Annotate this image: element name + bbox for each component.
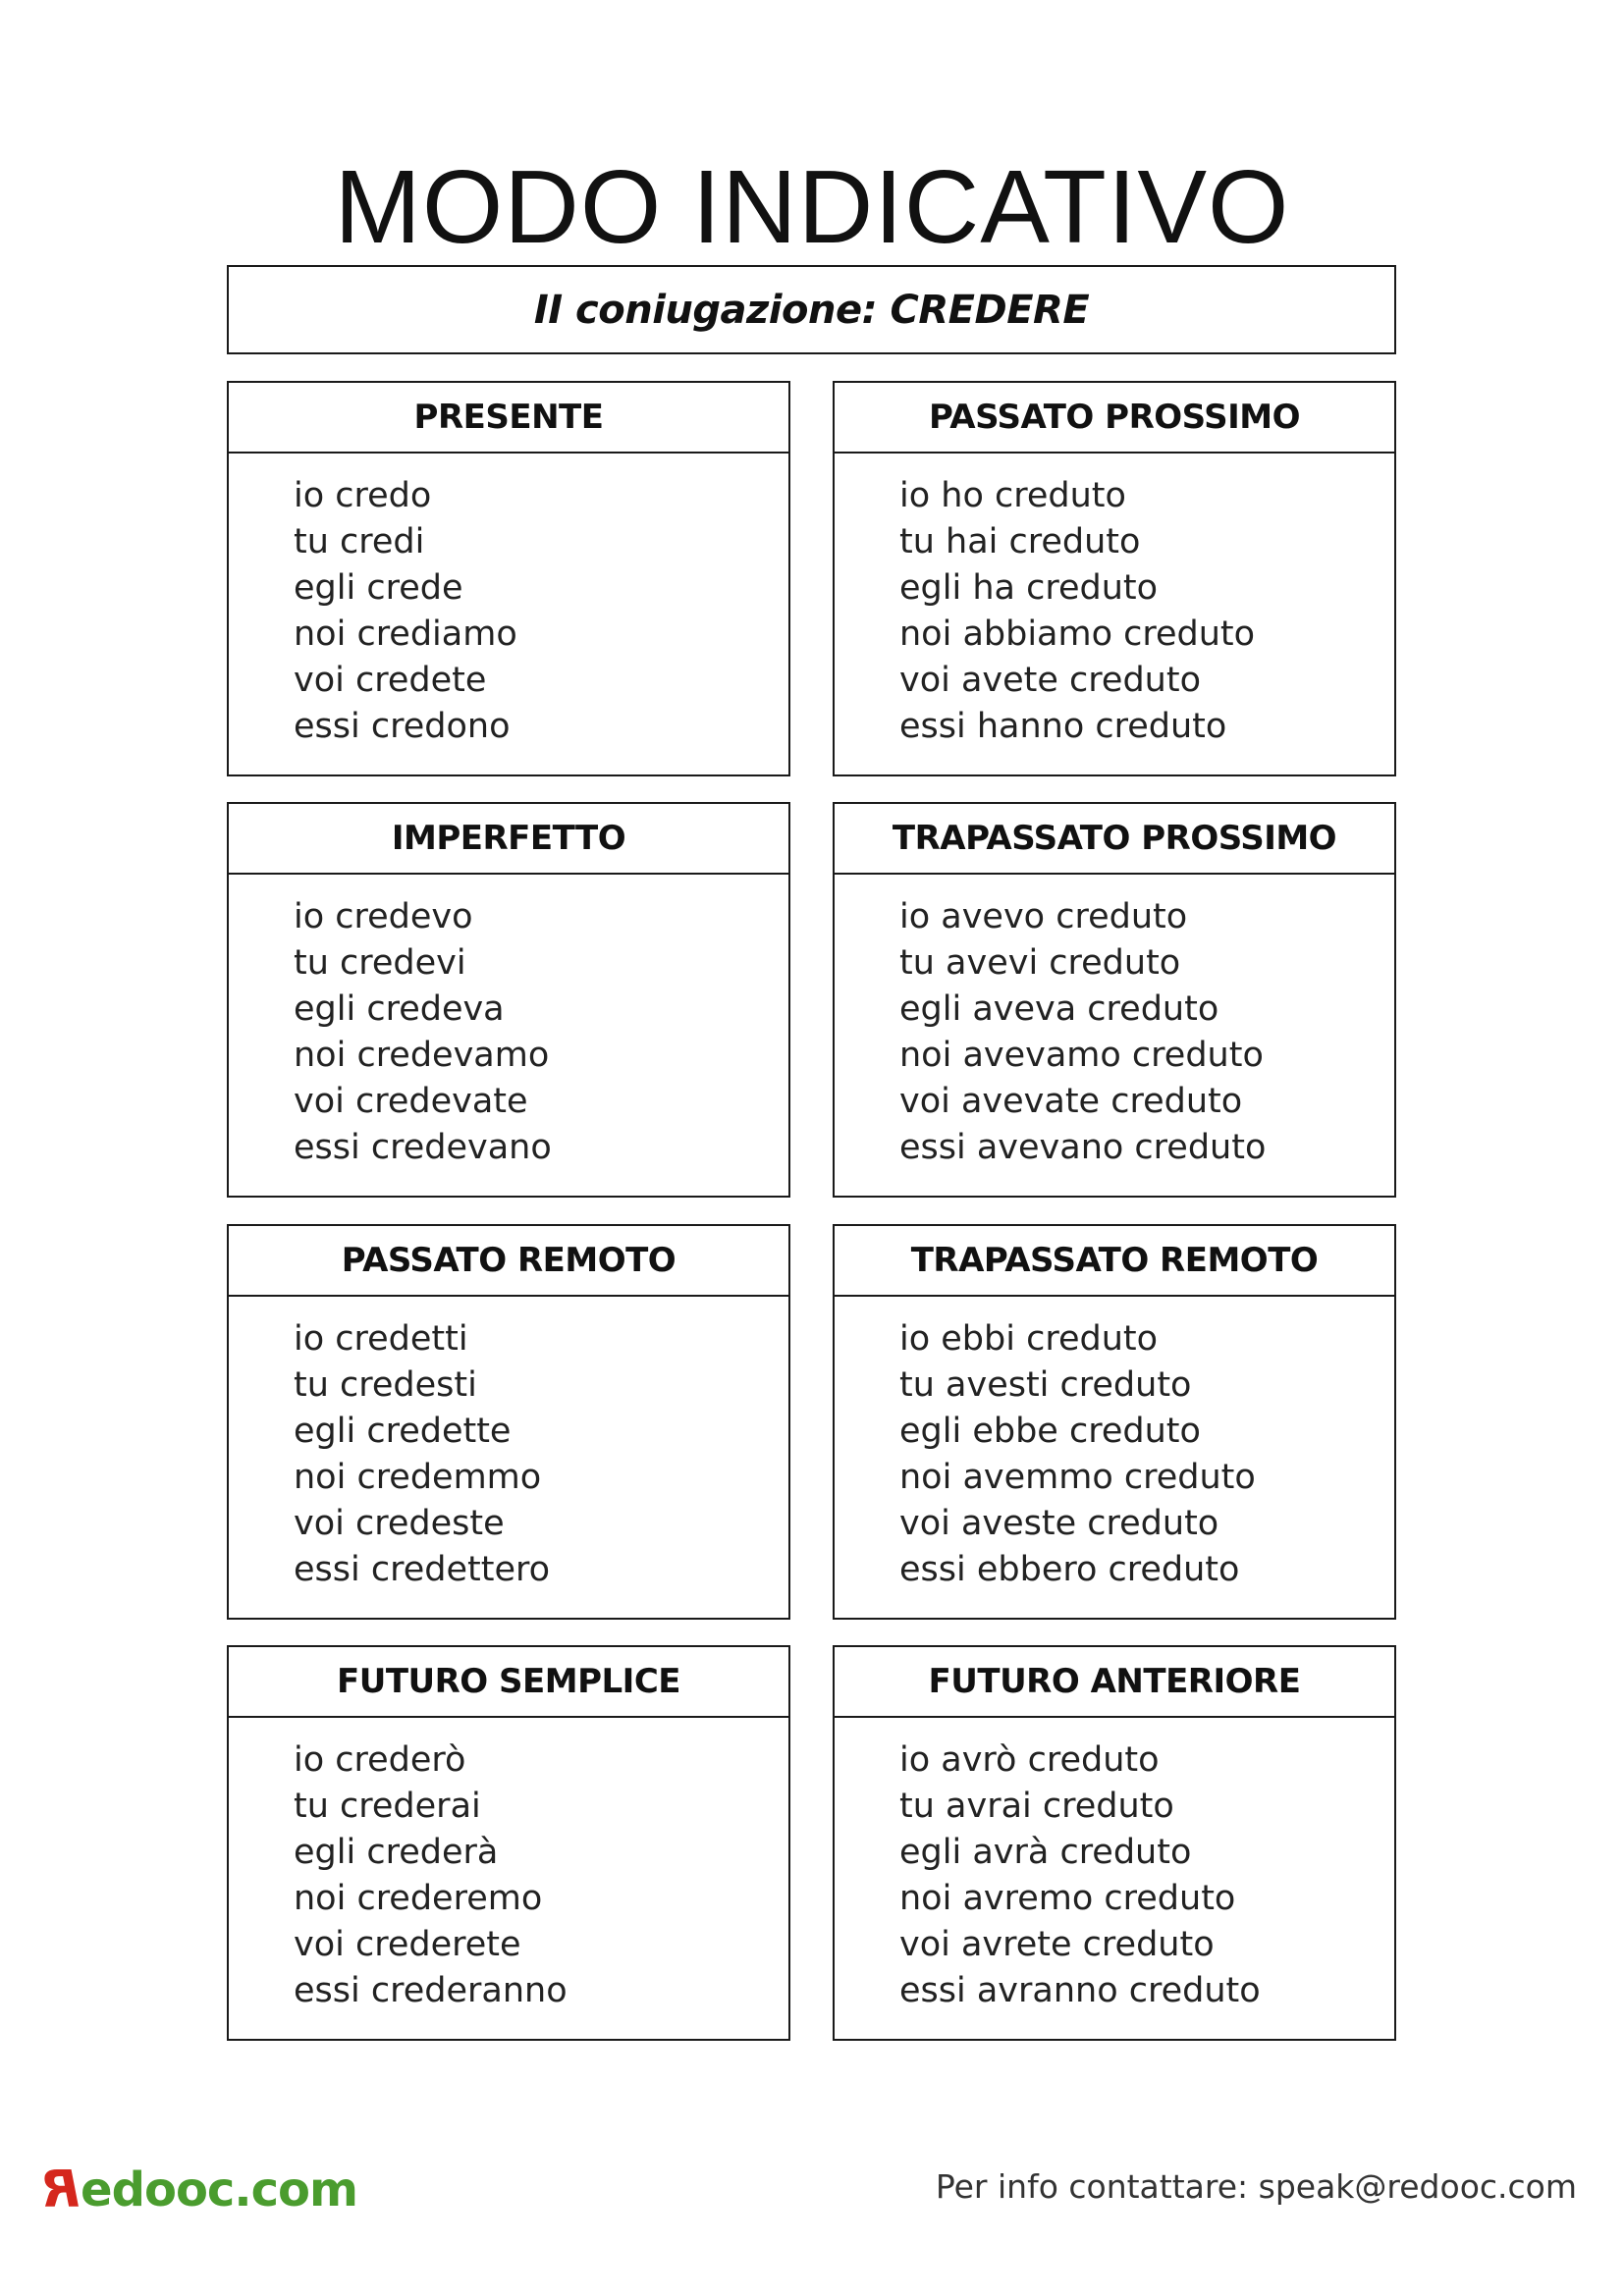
tense-forms-list bbox=[229, 875, 788, 1171]
conjugated-form: voi avevate creduto bbox=[899, 1082, 1243, 1121]
conjugated-form: egli aveva creduto bbox=[899, 989, 1219, 1029]
tense-panel-passato-prossimo bbox=[833, 381, 1396, 776]
tense-heading: PASSATO PROSSIMO bbox=[835, 383, 1394, 454]
conjugated-form: tu hai creduto bbox=[899, 522, 1141, 561]
conjugated-form: noi avremo creduto bbox=[899, 1879, 1236, 1918]
conjugated-form: noi crediamo bbox=[294, 614, 517, 654]
conjugated-form: essi avranno creduto bbox=[899, 1971, 1261, 2010]
tense-panel-trapassato-remoto bbox=[833, 1224, 1396, 1620]
conjugated-form: voi avrete creduto bbox=[899, 1925, 1215, 1964]
conjugated-form: io avrò creduto bbox=[899, 1740, 1160, 1780]
conjugated-form: io avevo creduto bbox=[899, 897, 1188, 936]
tense-panel-passato-remoto bbox=[227, 1224, 790, 1620]
conjugated-form: voi credete bbox=[294, 661, 487, 700]
tense-panel-futuro-semplice bbox=[227, 1645, 790, 2041]
conjugated-form: essi avevano creduto bbox=[899, 1128, 1267, 1167]
tense-forms-list bbox=[229, 1297, 788, 1593]
conjugated-form: egli credette bbox=[294, 1412, 512, 1451]
tense-forms-list bbox=[835, 1718, 1394, 2014]
conjugated-form: io ho creduto bbox=[899, 476, 1126, 515]
conjugated-form: noi credemmo bbox=[294, 1458, 542, 1497]
page-title: MODO INDICATIVO bbox=[334, 149, 1290, 266]
conjugated-form: voi aveste creduto bbox=[899, 1504, 1219, 1543]
conjugated-form: egli crede bbox=[294, 568, 463, 608]
conjugated-form: essi credono bbox=[294, 707, 511, 746]
conjugated-form: tu avesti creduto bbox=[899, 1365, 1192, 1405]
conjugated-form: noi crederemo bbox=[294, 1879, 543, 1918]
conjugated-form: egli avrà creduto bbox=[899, 1833, 1192, 1872]
conjugated-form: io ebbi creduto bbox=[899, 1319, 1159, 1359]
tense-panel-trapassato-prossimo bbox=[833, 802, 1396, 1198]
conjugated-form: voi avete creduto bbox=[899, 661, 1201, 700]
redooc-logo[interactable] bbox=[41, 2156, 357, 2224]
conjugated-form: noi avevamo creduto bbox=[899, 1036, 1264, 1075]
tense-forms-list bbox=[835, 454, 1394, 750]
contact-info: Per info contattare: speak@redooc.com bbox=[935, 2167, 1577, 2206]
conjugated-form: io crederò bbox=[294, 1740, 466, 1780]
conjugated-form: voi credevate bbox=[294, 1082, 528, 1121]
conjugated-form: io credo bbox=[294, 476, 432, 515]
conjugated-form: noi abbiamo creduto bbox=[899, 614, 1256, 654]
tense-panel-imperfetto bbox=[227, 802, 790, 1198]
conjugation-subtitle: II coniugazione: CREDERE bbox=[227, 265, 1396, 354]
tense-forms-list bbox=[835, 875, 1394, 1171]
conjugated-form: tu avevi creduto bbox=[899, 943, 1181, 983]
conjugated-form: essi ebbero creduto bbox=[899, 1550, 1240, 1589]
conjugated-form: essi hanno creduto bbox=[899, 707, 1227, 746]
tense-heading: FUTURO ANTERIORE bbox=[835, 1647, 1394, 1718]
tense-forms-list bbox=[835, 1297, 1394, 1593]
conjugated-form: egli ebbe creduto bbox=[899, 1412, 1201, 1451]
conjugated-form: egli credeva bbox=[294, 989, 505, 1029]
tense-panel-futuro-anteriore bbox=[833, 1645, 1396, 2041]
tense-heading: TRAPASSATO REMOTO bbox=[835, 1226, 1394, 1297]
conjugated-form: egli ha creduto bbox=[899, 568, 1159, 608]
conjugated-form: essi credevano bbox=[294, 1128, 552, 1167]
conjugated-form: noi avemmo creduto bbox=[899, 1458, 1256, 1497]
conjugated-form: noi credevamo bbox=[294, 1036, 550, 1075]
tense-heading: IMPERFETTO bbox=[229, 804, 788, 875]
tense-forms-list bbox=[229, 454, 788, 750]
conjugated-form: voi credeste bbox=[294, 1504, 505, 1543]
conjugated-form: voi crederete bbox=[294, 1925, 521, 1964]
conjugated-form: tu credevi bbox=[294, 943, 466, 983]
conjugated-form: tu credi bbox=[294, 522, 425, 561]
logo-r-mark: R bbox=[41, 2161, 81, 2219]
tense-heading: PRESENTE bbox=[229, 383, 788, 454]
conjugated-form: egli crederà bbox=[294, 1833, 499, 1872]
tense-forms-list bbox=[229, 1718, 788, 2014]
tense-heading: FUTURO SEMPLICE bbox=[229, 1647, 788, 1718]
conjugated-form: tu credesti bbox=[294, 1365, 477, 1405]
conjugated-form: essi crederanno bbox=[294, 1971, 568, 2010]
conjugated-form: essi credettero bbox=[294, 1550, 551, 1589]
conjugated-form: io credevo bbox=[294, 897, 473, 936]
tense-heading: TRAPASSATO PROSSIMO bbox=[835, 804, 1394, 875]
tense-panel-presente bbox=[227, 381, 790, 776]
conjugated-form: tu avrai creduto bbox=[899, 1787, 1174, 1826]
conjugated-form: io credetti bbox=[294, 1319, 468, 1359]
tense-heading: PASSATO REMOTO bbox=[229, 1226, 788, 1297]
conjugated-form: tu crederai bbox=[294, 1787, 481, 1826]
logo-wordmark: edooc.com bbox=[81, 2163, 358, 2217]
